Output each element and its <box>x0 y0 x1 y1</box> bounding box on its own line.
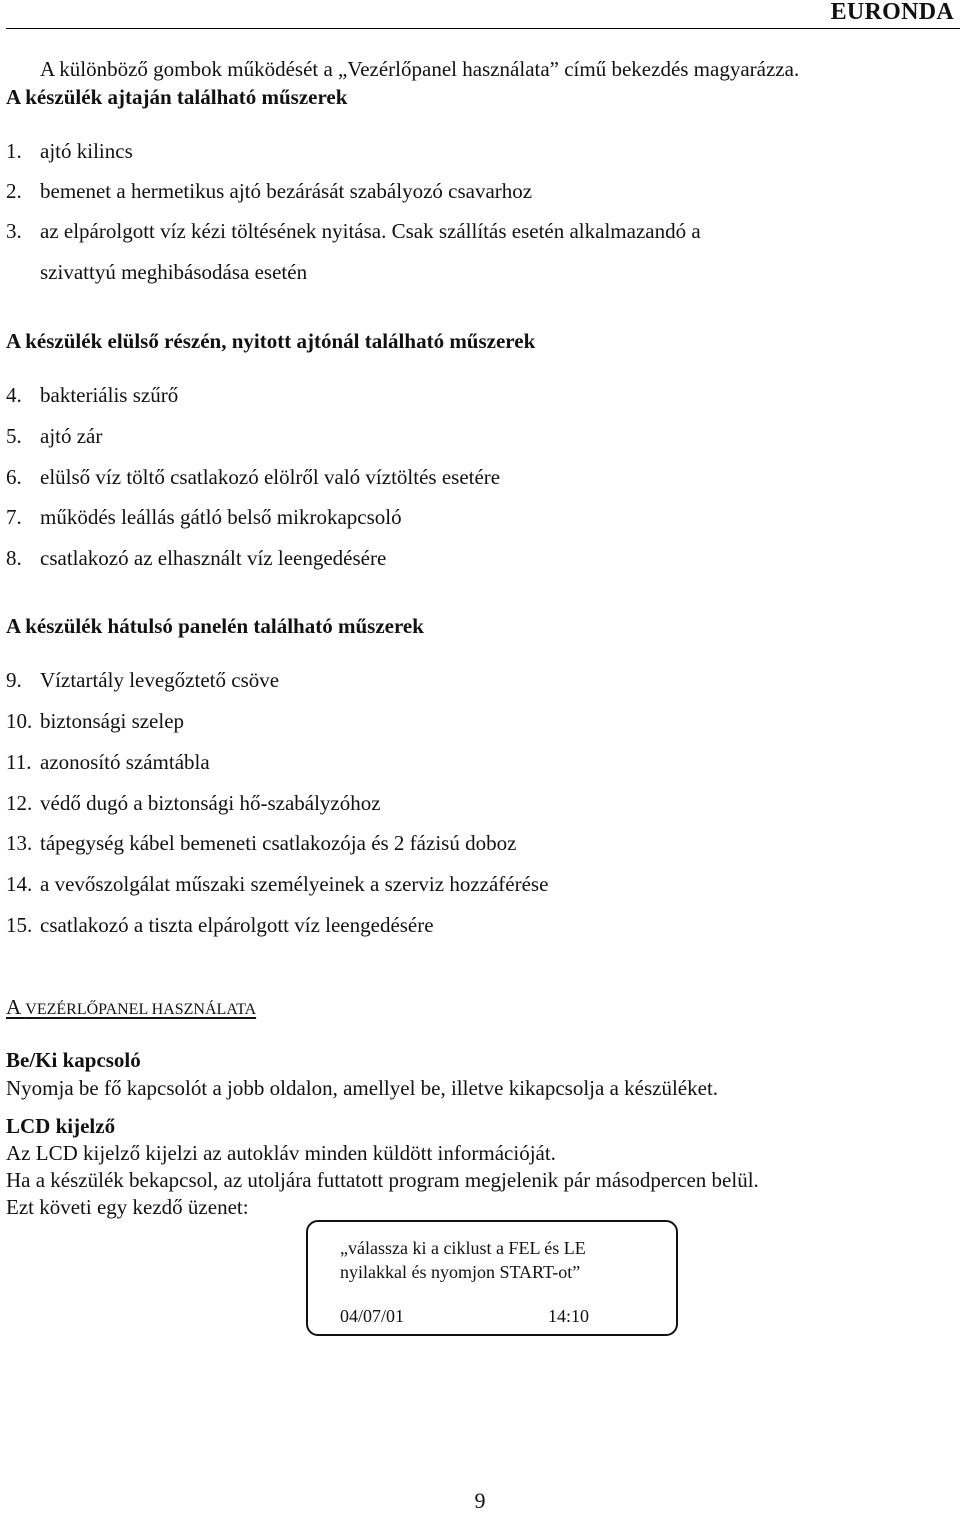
list-item <box>6 546 386 571</box>
item-text: csatlakozó az elhasznált víz leengedésére <box>40 546 387 570</box>
lcd-text-1: Az LCD kijelző kijelzi az autokláv minden küldött információját. <box>6 1141 556 1165</box>
intro-text: A különböző gombok működését a „Vezérlőpanel használata” című bekezdés magyarázza. <box>40 57 800 81</box>
lcd-message-line2: nyilakkal és nyomjon START-ot” <box>340 1262 581 1282</box>
control-panel-title-initial: A <box>6 995 21 1019</box>
item-number: 5. <box>6 424 22 448</box>
item-text: működés leállás gátló belső mikrokapcsoló <box>40 505 402 529</box>
item-number: 4. <box>6 383 22 407</box>
item-number: 9. <box>6 668 22 692</box>
item-text: ajtó kilincs <box>40 139 133 163</box>
list-item <box>6 465 500 490</box>
lcd-date: 04/07/01 <box>340 1306 405 1326</box>
front-section-title: A készülék elülső részén, nyitott ajtónál található műszerek <box>6 329 536 353</box>
lcd-time: 14:10 <box>548 1306 590 1326</box>
list-item <box>6 750 210 775</box>
list-item <box>6 913 434 938</box>
list-item <box>6 668 279 693</box>
item-number: 7. <box>6 505 22 529</box>
control-panel-title-rest: VEZÉRLŐPANEL HASZNÁLATA <box>25 1001 257 1018</box>
item-number: 11. <box>6 750 32 774</box>
list-item <box>6 139 133 164</box>
item-number: 13. <box>6 831 33 855</box>
list-item <box>6 709 184 734</box>
onoff-text: Nyomja be fő kapcsolót a jobb oldalon, amellyel be, illetve kikapcsolja a készüléket. <box>6 1076 719 1100</box>
lcd-heading: LCD kijelző <box>6 1114 116 1138</box>
item-text: elülső víz töltő csatlakozó elölről való víztöltés esetére <box>40 465 501 489</box>
item-number: 3. <box>6 219 22 243</box>
item-text: csatlakozó a tiszta elpárolgott víz leengedésére <box>40 913 434 937</box>
item-number: 14. <box>6 872 33 896</box>
item-number: 6. <box>6 465 22 489</box>
lcd-text-2: Ha a készülék bekapcsol, az utoljára futtatott program megjelenik pár másodpercen belül. <box>6 1168 759 1192</box>
item-number: 8. <box>6 546 22 570</box>
list-item <box>6 791 381 816</box>
list-item <box>6 179 532 204</box>
item-number: 12. <box>6 791 33 815</box>
item-text: azonosító számtábla <box>40 750 210 774</box>
onoff-heading: Be/Ki kapcsoló <box>6 1048 141 1072</box>
item-number: 15. <box>6 913 33 937</box>
item-text: a vevőszolgálat műszaki személyeinek a szerviz hozzáférése <box>40 872 549 896</box>
list-item <box>6 872 548 897</box>
lcd-text-3: Ezt követi egy kezdő üzenet: <box>6 1195 249 1219</box>
item-text: ajtó zár <box>40 424 103 448</box>
item-text: Víztartály levegőztető csöve <box>40 668 280 692</box>
door-section-title: A készülék ajtaján található műszerek <box>6 85 348 109</box>
item-text: védő dugó a biztonsági hő-szabályzóhoz <box>40 791 381 815</box>
item-number: 2. <box>6 179 22 203</box>
page-number: 9 <box>474 1488 486 1513</box>
rear-section-title: A készülék hátulsó panelén található műszerek <box>6 614 424 638</box>
lcd-display-box <box>306 1220 678 1336</box>
lcd-message-line1: „válassza ki a ciklust a FEL és LE <box>340 1238 586 1258</box>
item-text: az elpárolgott víz kézi töltésének nyitása. Csak szállítás esetén alkalmazandó a <box>40 219 701 243</box>
header-rule <box>6 28 960 29</box>
brand-header: EURONDA <box>830 0 954 25</box>
list-item <box>6 219 701 244</box>
item-text: biztonsági szelep <box>40 709 185 733</box>
item-text: bakteriális szűrő <box>40 383 179 407</box>
item-continuation: szivattyú meghibásodása esetén <box>40 260 308 284</box>
list-item <box>6 424 102 449</box>
item-text: bemenet a hermetikus ajtó bezárását szabályozó csavarhoz <box>40 179 533 203</box>
list-item <box>6 505 402 530</box>
list-item <box>6 831 516 856</box>
control-panel-title <box>6 995 256 1020</box>
item-number: 1. <box>6 139 22 163</box>
item-number: 10. <box>6 709 33 733</box>
item-text: tápegység kábel bemeneti csatlakozója és 2 fázisú doboz <box>40 831 517 855</box>
list-item <box>6 383 178 408</box>
